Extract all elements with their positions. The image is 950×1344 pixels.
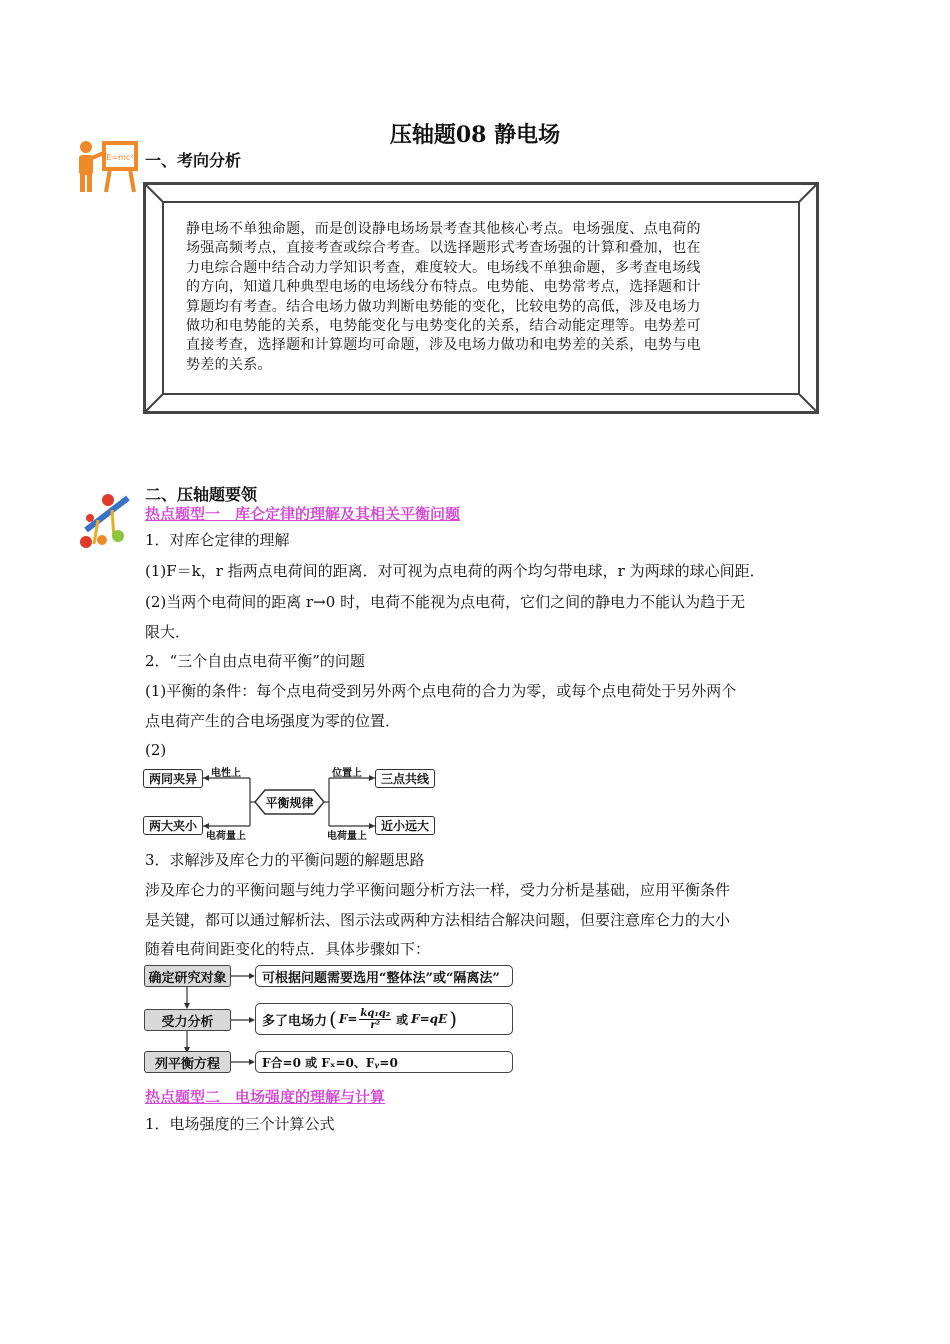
fraction-numerator: kq₁q₂ [360,1007,391,1019]
fraction-denominator: r² [370,1019,381,1031]
formula-f: F= [338,1012,358,1026]
step-force-analysis-note [255,1003,513,1035]
paragraph: 3．求解涉及库仑力的平衡问题的解题思路 [145,851,425,869]
analysis-text [186,220,796,375]
paragraph: 限大． [145,623,191,641]
force-note-prefix: 多了电场力 [262,1013,328,1029]
label-charge-type: 电性上 [211,768,241,779]
step-equation: 列平衡方程 [144,1051,231,1073]
paragraph: (1)F＝k，r 指两点电荷间的距离．对可视为点电荷的两个均匀带电球，r 为两球的球心间距． [145,562,765,580]
paragraph: (1)平衡的条件：每个点电荷受到另外两个点电荷的合力为零，或每个点电荷处于另外两个 [145,682,737,700]
step-select-object-note: 可根据问题需要选用“整体法”或“隔离法” [255,965,513,987]
solution-flow [143,965,515,1077]
paragraph: 是关键，都可以通过解析法、图示法或两种方法相结合解决问题，但要注意库仑力的大小 [145,911,731,929]
paren-right: ) [449,1007,458,1031]
paragraph: (2) [145,741,167,759]
label-charge-amount-right: 电荷量上 [327,831,367,842]
analysis-line: 直接考查，选择题和计算题均可命题，涉及电场力做功和电势差的关系，电势与电 [186,337,701,354]
paragraph: 涉及库仑力的平衡问题与纯力学平衡问题分析方法一样，受力分析是基础，应用平衡条件 [145,881,731,899]
left-bottom-box: 两大夹小 [143,816,203,835]
paragraph: (2)当两个电荷间的距离 r→0 时，电荷不能视为点电荷，它们之间的静电力不能认为趋于无 [145,593,746,611]
analysis-line: 算题均有考查。结合电场力做功判断电势能的变化，比较电势的高低，涉及电场力 [186,298,701,315]
page-title: 压轴题08 静电场 [389,122,561,148]
label-charge-amount-left: 电荷量上 [206,831,246,842]
topic-heading-2: 热点题型二 电场强度的理解与计算 [145,1088,386,1106]
analysis-line: 场强高频考点，直接考查或综合考查。以选择题形式考查场强的计算和叠加，也在 [186,240,701,257]
formula-fraction [359,1008,391,1031]
paragraph: 1．对库仑定律的理解 [145,531,290,549]
analysis-line: 静电场不单独命题，而是创设静电场场景考查其他核心考点。电场强度、点电荷的 [186,221,701,237]
analysis-line: 做功和电势能的关系，电势能变化与电势变化的关系，结合动能定理等。电势差可 [186,318,701,335]
left-top-box: 两同夹异 [143,769,203,788]
paragraph: 1．电场强度的三个计算公式 [145,1115,335,1133]
label-position: 位置上 [332,768,362,779]
topic-heading-1: 热点题型一 库仑定律的理解及其相关平衡问题 [145,505,461,523]
molecule-icon [78,490,134,550]
right-bottom-box: 近小远大 [375,816,435,835]
analysis-frame [143,182,819,414]
paragraph: 随着电荷间距变化的特点．具体步骤如下： [145,940,431,958]
paren-left: ( [329,1007,337,1031]
paragraph: 2．“三个自由点电荷平衡”的问题 [145,652,365,670]
formula-alt: F=qE [411,1012,448,1026]
section-heading-1: 一、考向分析 [145,151,242,170]
right-top-box: 三点共线 [375,769,435,788]
analysis-line: 的方向，知道几种典型电场的电场线分布特点。电势能、电势常考点，选择题和计 [186,279,701,296]
balance-diagram [143,766,439,840]
formula-or: 或 [396,1012,409,1027]
svg-text:E=mc²: E=mc² [106,153,134,162]
teacher-icon [76,138,138,194]
step-select-object: 确定研究对象 [144,965,231,987]
analysis-line: 力电综合题中结合动力学知识考查，难度较大。电场线不单独命题，多考查电场线 [186,259,701,276]
step-equation-note: F合=0 或 Fₓ=0、Fᵧ=0 [255,1051,513,1073]
section-heading-2: 二、压轴题要领 [145,485,258,504]
center-label: 平衡规律 [265,796,314,810]
analysis-line: 势差的关系。 [186,356,272,373]
step-force-analysis: 受力分析 [144,1009,231,1031]
paragraph: 点电荷产生的合电场强度为零的位置． [145,712,401,730]
